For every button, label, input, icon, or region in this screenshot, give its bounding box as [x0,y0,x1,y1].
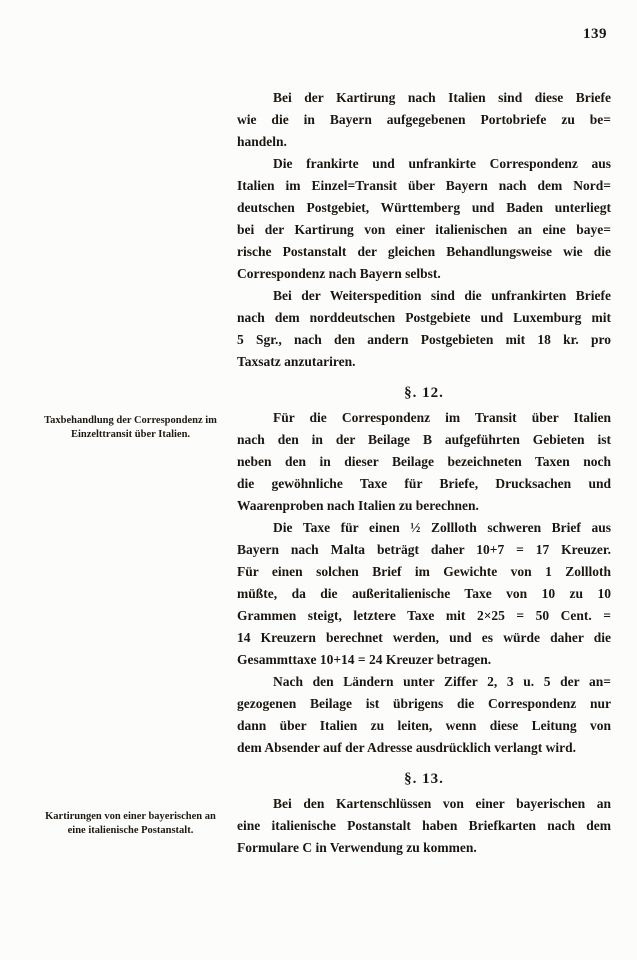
text-line: die gewöhnliche Taxe für Briefe, Drucksachen und [237,476,611,491]
text-line: 14 Kreuzern berechnet werden, und es würde daher die [237,630,611,645]
text-line: wie die in Bayern aufgegebenen Portobriefe zu be= [237,112,611,127]
text-line: Die Taxe für einen ½ Zollloth schweren Brief aus [273,520,611,535]
text-line: Grammen steigt, letztere Taxe mit 2×25 = 50 Cent. = [237,608,611,623]
text-line: Bayern nach Malta beträgt daher 10+7 = 17 Kreuzer. [237,542,611,557]
text-line: nach dem norddeutschen Postgebiete und Luxemburg mit [237,310,611,325]
text-line: handeln. [237,134,287,149]
text-line: Taxsatz anzutariren. [237,354,356,369]
text-line: Italien im Einzel=Transit über Bayern nach dem Nord= [237,178,611,193]
text-line: Für einen solchen Brief im Gewichte von 1 Zollloth [237,564,611,579]
margin-note-line: Einzelttransit über Italien. [70,429,191,440]
paragraph [237,153,611,285]
text-line: müßte, da die außeritalienische Taxe von 10 zu 10 [237,586,611,601]
paragraph [237,671,611,759]
text-line: Formulare C in Verwendung zu kommen. [237,840,477,855]
text-line: Bei den Kartenschlüssen von einer bayerischen an [273,796,611,811]
text-line: Waarenproben nach Italien zu berechnen. [237,498,479,513]
main-text-column [237,87,611,859]
text-line: Die frankirte und unfrankirte Correspondenz aus [273,156,611,171]
paragraph [237,407,611,517]
text-line: neben den in dieser Beilage bezeichneten Taxen noch [237,454,611,469]
paragraph [237,517,611,671]
text-line: Gesammttaxe 10+14 = 24 Kreuzer betragen. [237,652,492,667]
paragraph [237,87,611,153]
text-line: dann über Italien zu leiten, wenn diese Leitung von [237,718,611,733]
text-line: Correspondenz nach Bayern selbst. [237,266,441,281]
text-line: rische Postanstalt der gleichen Behandlungsweise wie die [237,244,611,259]
text-line: nach den in der Beilage B aufgeführten Gebieten ist [237,432,611,447]
section-heading: §. 13. [404,771,444,787]
text-line: deutschen Postgebiet, Württemberg und Baden unterliegt [237,200,611,215]
text-line: Bei der Weiterspedition sind die unfrankirten Briefe [273,288,611,303]
paragraph [237,285,611,373]
section-heading: §. 12. [404,385,444,401]
text-line: 5 Sgr., nach den andern Postgebieten mit 18 kr. pro [237,332,611,347]
text-line: gezogenen Beilage ist übrigens die Correspondenz nur [237,696,611,711]
margin-note-line: Kartirungen von einer bayerischen an [45,811,216,822]
text-line: dem Absender auf der Adresse ausdrücklich verlangt wird. [237,740,577,755]
margin-note-line: Taxbehandlung der Correspondenz im [44,415,217,426]
text-line: bei der Kartirung von einer italienischen an eine baye= [237,222,611,237]
text-line: Bei der Kartirung nach Italien sind diese Briefe [273,90,611,105]
text-line: eine italienische Postanstalt haben Briefkarten nach dem [237,818,611,833]
text-line: Für die Correspondenz im Transit über Italien [273,410,611,425]
paragraph [237,793,611,859]
margin-note [28,810,233,838]
page-number: 139 [583,26,607,42]
text-line: Nach den Ländern unter Ziffer 2, 3 u. 5 der an= [273,674,611,689]
margin-note [28,414,233,442]
margin-note-line: eine italienische Postanstalt. [67,825,194,836]
